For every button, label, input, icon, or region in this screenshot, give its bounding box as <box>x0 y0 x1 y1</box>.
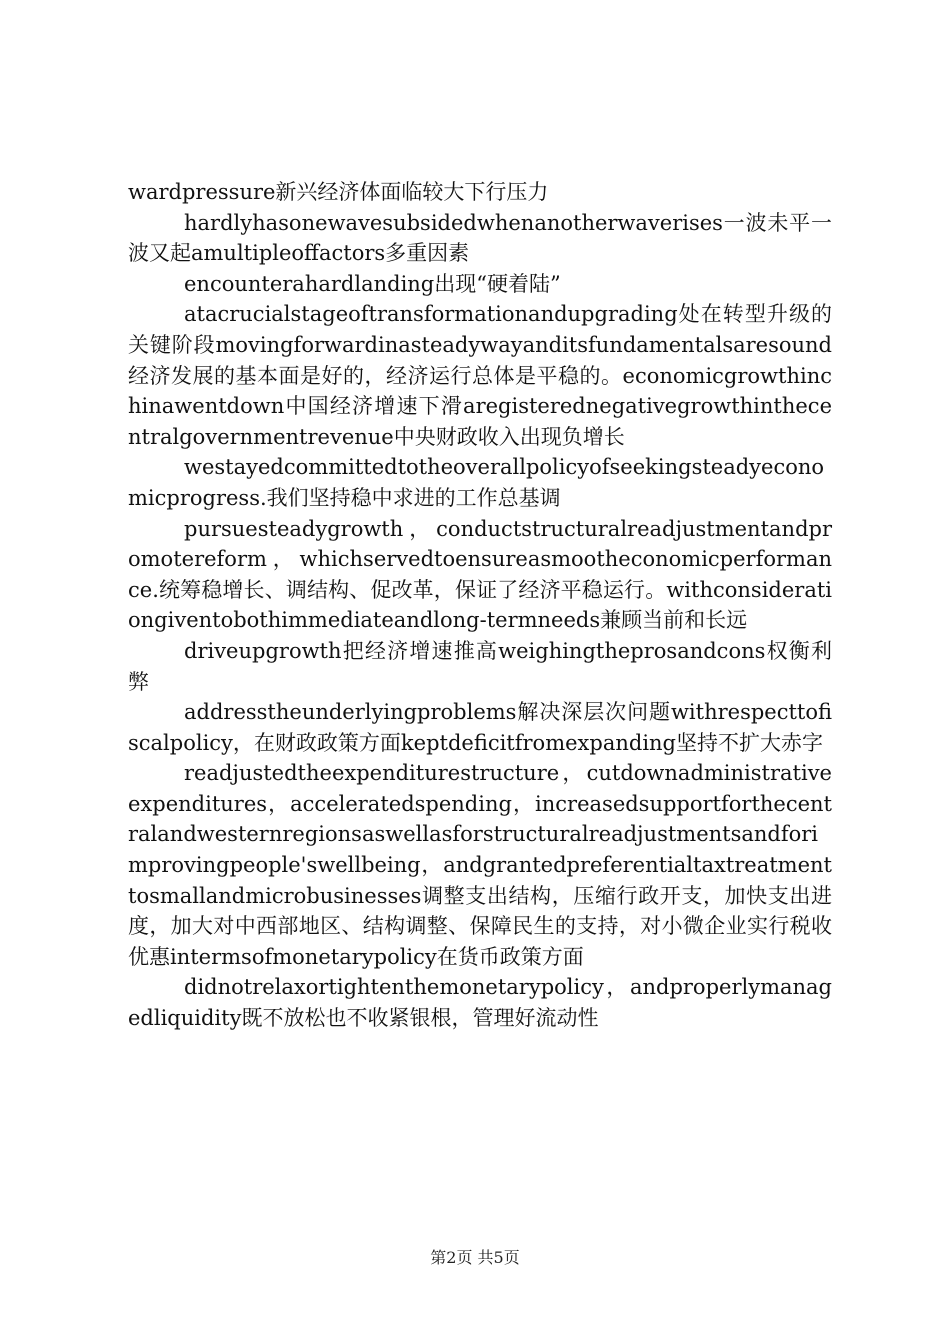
paragraph: wardpressure新兴经济体面临较大下行压力 <box>128 180 549 204</box>
paragraph: hardlyhasonewavesubsidedwhenanotherwaverises一波未平一波又起amultipleoffactors多重因素 <box>128 210 832 266</box>
paragraph: driveupgrowth把经济增速推高weighingtheprosandcons权衡利弊 <box>128 638 832 694</box>
paragraph: didnotrelaxortightenthemonetarypolicy，andproperlymanagedliquidity既不放松也不收紧银根，管理好流动性 <box>128 975 832 1031</box>
paragraph: addresstheunderlyingproblems解决深层次问题withrespecttofiscalpolicy，在财政政策方面keptdeficitfromexpanding坚持不扩大赤字 <box>128 700 832 755</box>
page-footer <box>0 1245 950 1268</box>
paragraph: encounterahardlanding出现“硬着陆” <box>184 271 561 296</box>
document-body <box>128 177 832 1034</box>
paragraph: pursuesteadygrowth，conductstructuralreadjustmentandpromotereform，whichservedtoensureasmootheconomicperformance.统筹稳增长、调结构、促改革，保证了经济平稳运行。withconsiderationgiventobothimmediateandlong-termneeds兼顾当前和长远 <box>128 516 832 633</box>
page-number-label: 第2页 共5页 <box>430 1248 520 1267</box>
paragraph: readjustedtheexpenditurestructure，cutdownadministrativeexpenditures，acceleratedspending，increasedsupportforthecentralandwesternregionsaswellasforstructuralreadjustmentsandforimprovingpeople'swellbeing，andgrantedpreferentialtaxtreatmenttosmallandmicrobusinesses调整支出结构，压缩行政开支，加快支出进度，加大对中西部地区、结构调整、保障民生的支持，对小微企业实行税收优惠intermsofmonetarypolicy在货币政策方面 <box>128 761 832 969</box>
paragraph: atacrucialstageoftransformationandupgrading处在转型升级的关键阶段movingforwardinasteadywayanditsfundamentalsaresound经济发展的基本面是好的，经济运行总体是平稳的。economicgrowthinchinawentdown中国经济增速下滑aregisterednegativegrowthinthecentralgovernmentrevenue中央财政收入出现负增长 <box>128 302 832 449</box>
paragraph: westayedcommittedtotheoverallpolicyofseekingsteadyeconomicprogress.我们坚持稳中求进的工作总基调 <box>128 455 825 510</box>
